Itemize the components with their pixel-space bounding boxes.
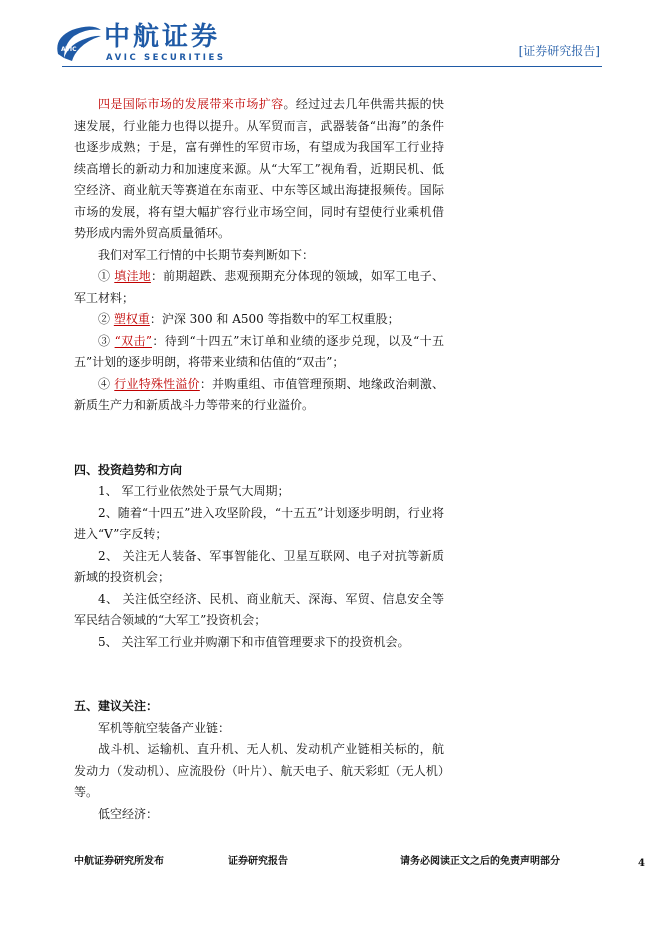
point-label: 填洼地 [114,269,151,283]
point-text: ：沪深 300 和 A500 等指数中的军工权重股； [149,312,400,326]
section-4-item: 1、 军工行业依然处于景气大周期； [98,484,290,498]
paragraph-text: 。经过过去几年供需共振的快速发展，行业能力也得以提升。从军贸而言，武器装备“出海”的条件也逐步成熟；于是，富有弹性的军贸市场，有望成为我国军工行业持续高增长的新动力和加速度来源。从“大军工”视角看，近期民机、低空经济、商业航天等赛道在东南亚、中东等区域出海捷报频传。国际市场的发展，将有望大幅扩容行业市场空间，同时有望使行业乘机借势形成内需外贸高质量循环。 [74,97,444,240]
company-name-en: AVIC SECURITIES [106,53,226,63]
point-number: ④ [98,376,111,391]
report-body [74,94,444,825]
section-5-title: 五、建议关注： [74,699,159,713]
page-header [0,0,662,70]
point-text: ：待到“十四五”末订单和业绩的逐步兑现，以及“十五五”计划的逐步明朗，将带来业绩和估值的“双击”； [74,333,444,369]
point-3 [74,331,444,374]
point-label: “双击” [114,333,153,348]
point-number: ③ [98,333,111,348]
point-text: ：前期超跌、悲观预期充分体现的领域，如军工电子、军工材料； [74,269,444,305]
point-label: 行业特殊性溢价 [114,376,200,391]
point-2 [74,309,444,331]
footer-publisher: 中航证券研究所发布 [74,856,164,867]
section-4-item: 2、随着“十四五”进入攻坚阶段，“十五五”计划逐步明朗，行业将进入“V”字反转； [74,505,444,541]
section-4-item: 4、 关注低空经济、民机、商业航天、深海、军贸、信息安全等军民结合领域的“大军工”投资机会； [74,591,444,627]
point-number: ① [98,269,111,283]
point-number: ② [98,312,111,326]
avic-logo-icon [52,24,102,62]
point-text: ：并购重组、市值管理预期、地缘政治刺激、新质生产力和新质战斗力等带来的行业溢价。 [74,376,444,412]
point-4 [74,374,444,417]
logo-badge: AVIC [61,46,77,53]
section-4-item: 5、 关注军工行业并购潮下和市值管理要求下的投资机会。 [98,634,410,649]
spacer [74,653,444,696]
footer-report-type: 证券研究报告 [228,856,288,867]
section-5-paragraph: 战斗机、运输机、直升机、无人机、发动机产业链相关标的，航发动力（发动机）、应流股份（叶片）、航天电子、航天彩虹（无人机）等。 [74,742,444,799]
paragraph-international-market [74,94,444,245]
section-5-subheading: 军机等航空装备产业链： [98,720,231,735]
point-label: 塑权重 [113,312,150,326]
footer-disclaimer-note: 请务必阅读正文之后的免责声明部分 [400,856,560,867]
section-4-item: 2、 关注无人装备、军事智能化、卫星互联网、电子对抗等新质新域的投资机会； [74,548,444,584]
paragraph-rhythm-intro: 我们对军工行情的中长期节奏判断如下： [98,247,315,262]
spacer [74,417,444,460]
section-5-subheading: 低空经济： [98,806,159,821]
section-4-title: 四、投资趋势和方向 [74,462,183,477]
point-1 [74,266,444,309]
header-divider [62,66,602,67]
report-type-tag: [证券研究报告] [518,44,600,58]
page-number: 4 [638,858,645,869]
company-name-cn: 中航证券 [104,22,221,52]
highlight-phrase: 四是国际市场的发展带来市场扩容 [98,97,284,111]
